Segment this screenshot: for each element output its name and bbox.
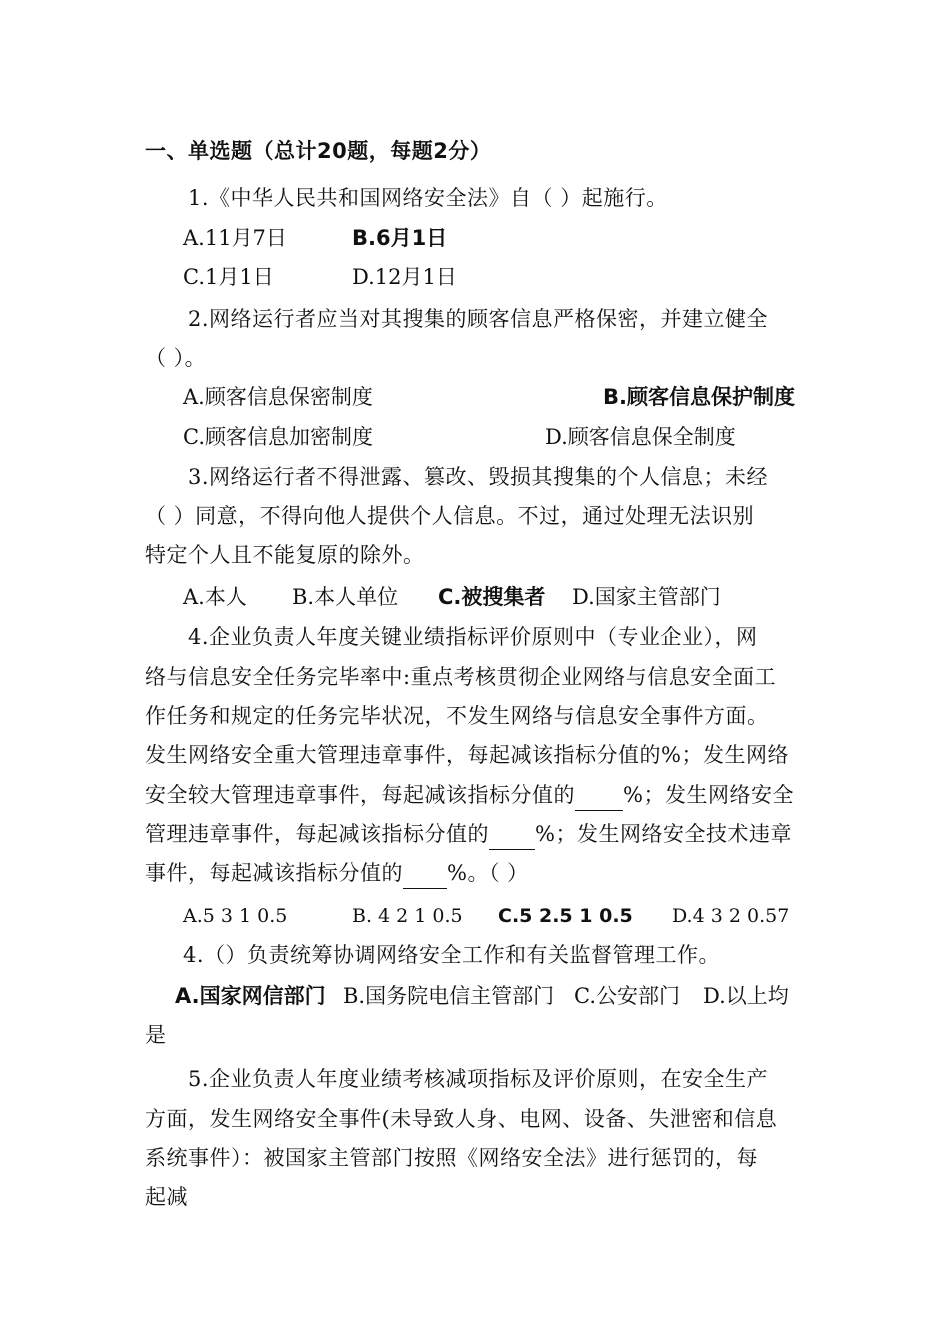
question-3-line-3: 特定个人且不能复原的除外。 bbox=[145, 543, 425, 567]
question-4b-text: 4.（）负责统筹协调网络安全工作和有关监督管理工作。 bbox=[183, 943, 721, 967]
question-5-line-2: 方面，发生网络安全事件(未导致人身、电网、设备、失泄密和信息 bbox=[145, 1107, 778, 1131]
q4b-option-c: C.公安部门 bbox=[574, 984, 680, 1008]
question-4a-line-1: 4.企业负责人年度关键业绩指标评价原则中（专业企业），网 bbox=[188, 625, 758, 649]
q4a-option-b: B. 4 2 1 0.5 bbox=[352, 905, 463, 927]
q4a-option-a: A.5 3 1 0.5 bbox=[183, 905, 288, 927]
q1-option-b-answer: B.6月1日 bbox=[352, 226, 448, 250]
question-4a-line-3: 作任务和规定的任务完毕状况，不发生网络与信息安全事件方面。 bbox=[145, 704, 769, 728]
q3-option-a: A.本人 bbox=[183, 585, 247, 609]
question-4a-line-6 bbox=[145, 819, 792, 850]
q4a-line-5-end: %；发生网络安全 bbox=[623, 783, 794, 807]
q4a-line-6-start: 管理违章事件，每起减该指标分值的 bbox=[145, 822, 489, 846]
question-5-line-1: 5.企业负责人年度业绩考核减项指标及评价原则，在安全生产 bbox=[188, 1067, 769, 1091]
question-4a-line-4: 发生网络安全重大管理违章事件，每起减该指标分值的%；发生网络 bbox=[145, 743, 789, 767]
question-1-text: 1.《中华人民共和国网络安全法》自（ ）起施行。 bbox=[188, 186, 668, 210]
q2-option-b-answer: B.顾客信息保护制度 bbox=[603, 385, 795, 409]
question-4a-line-2: 络与信息安全任务完毕率中:重点考核贯彻企业网络与信息安全面工 bbox=[145, 665, 777, 689]
q4a-line-5-start: 安全较大管理违章事件，每起减该指标分值的 bbox=[145, 783, 575, 807]
q4a-option-d: D.4 3 2 0.57 bbox=[672, 905, 790, 927]
question-2-line-2: （ ）。 bbox=[145, 346, 207, 370]
fill-blank bbox=[489, 819, 535, 850]
q2-option-c: C.顾客信息加密制度 bbox=[183, 425, 373, 449]
q1-option-a: A.11月7日 bbox=[183, 226, 287, 250]
question-5-line-4: 起减 bbox=[145, 1185, 188, 1209]
section-heading: 一、单选题（总计20题，每题2分） bbox=[145, 139, 492, 163]
q4b-option-d: D.以上均 bbox=[703, 984, 789, 1008]
q3-option-d: D.国家主管部门 bbox=[572, 585, 721, 609]
q4b-option-b: B.国务院电信主管部门 bbox=[343, 984, 555, 1008]
q4a-line-7-end: %。（ ） bbox=[447, 861, 529, 885]
question-2-line-1: 2.网络运行者应当对其搜集的顾客信息严格保密，并建立健全 bbox=[188, 307, 769, 331]
q4b-option-d-continued: 是 bbox=[145, 1023, 167, 1047]
q3-option-c-answer: C.被搜集者 bbox=[438, 585, 546, 609]
q3-option-b: B.本人单位 bbox=[292, 585, 399, 609]
q4a-line-6-end: %；发生网络安全技术违章 bbox=[535, 822, 792, 846]
fill-blank bbox=[575, 780, 623, 811]
q4a-option-c-answer: C.5 2.5 1 0.5 bbox=[498, 905, 633, 927]
question-4a-line-7 bbox=[145, 858, 529, 889]
question-5-line-3: 系统事件）：被国家主管部门按照《网络安全法》进行惩罚的，每 bbox=[145, 1146, 758, 1170]
question-3-line-1: 3.网络运行者不得泄露、篡改、毁损其搜集的个人信息；未经 bbox=[188, 465, 769, 489]
q2-option-a: A.顾客信息保密制度 bbox=[183, 385, 373, 409]
question-4a-line-5 bbox=[145, 780, 794, 811]
q1-option-c: C.1月1日 bbox=[183, 265, 274, 289]
q2-option-d: D.顾客信息保全制度 bbox=[545, 425, 736, 449]
q4b-option-a-answer: A.国家网信部门 bbox=[175, 984, 326, 1008]
q1-option-d: D.12月1日 bbox=[352, 265, 457, 289]
fill-blank bbox=[403, 858, 447, 889]
q4a-line-7-start: 事件，每起减该指标分值的 bbox=[145, 861, 403, 885]
question-3-line-2: （ ）同意，不得向他人提供个人信息。不过，通过处理无法识别 bbox=[145, 504, 755, 528]
